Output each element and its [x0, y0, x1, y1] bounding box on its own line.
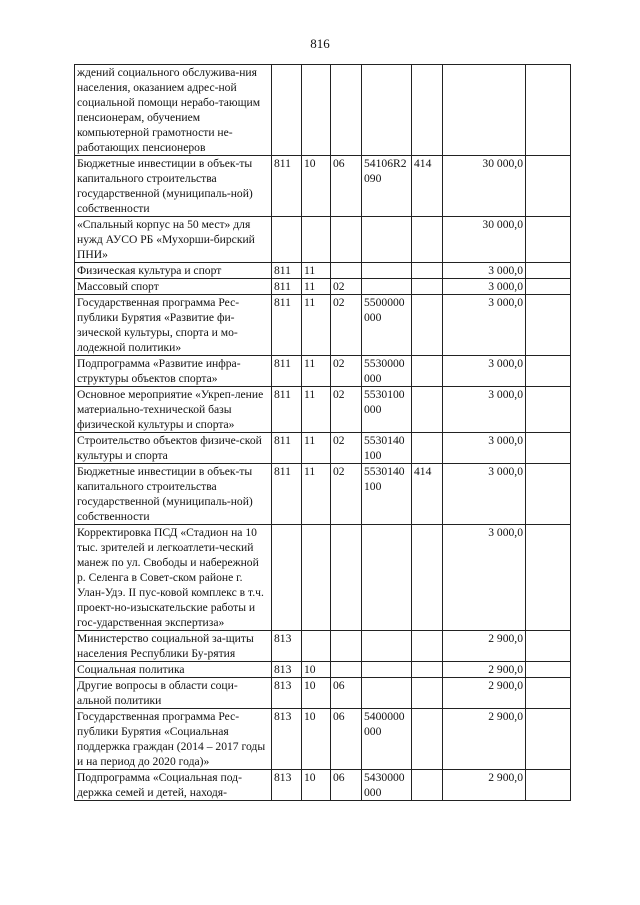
cell-target-article: 5530140 100 [362, 433, 412, 464]
cell-ministry-code: 811 [272, 464, 302, 525]
cell-subsection-code: 02 [331, 464, 362, 525]
cell-section-code [302, 525, 331, 631]
cell-subsection-code: 02 [331, 433, 362, 464]
cell-extra [526, 770, 571, 801]
cell-expense-type: 414 [412, 156, 443, 217]
cell-expense-type [412, 631, 443, 662]
cell-extra [526, 678, 571, 709]
cell-expense-type [412, 433, 443, 464]
cell-amount [443, 65, 526, 156]
cell-subsection-code [331, 631, 362, 662]
cell-section-code [302, 65, 331, 156]
cell-subsection-code: 02 [331, 356, 362, 387]
cell-ministry-code: 811 [272, 295, 302, 356]
cell-section-code: 10 [302, 709, 331, 770]
cell-expense-type [412, 217, 443, 263]
cell-extra [526, 525, 571, 631]
cell-name: Бюджетные инвестиции в объек-ты капитального строительства государственной (муниципаль-ной) собственности [75, 464, 272, 525]
cell-name: ждений социального обслужива-ния населения, оказанием адрес-ной социальной помощи нерабо-тающим пенсионерам, обучением компьютерной грамотности не-работающих пенсионеров [75, 65, 272, 156]
cell-subsection-code: 06 [331, 770, 362, 801]
cell-amount: 3 000,0 [443, 387, 526, 433]
cell-ministry-code [272, 65, 302, 156]
cell-section-code: 10 [302, 770, 331, 801]
table-row [75, 217, 571, 263]
cell-subsection-code [331, 525, 362, 631]
table-row [75, 433, 571, 464]
cell-amount: 3 000,0 [443, 356, 526, 387]
cell-amount: 3 000,0 [443, 279, 526, 295]
table-row [75, 709, 571, 770]
cell-subsection-code: 02 [331, 387, 362, 433]
cell-amount: 3 000,0 [443, 464, 526, 525]
cell-name: Подпрограмма «Развитие инфра-структуры объектов спорта» [75, 356, 272, 387]
cell-extra [526, 295, 571, 356]
cell-extra [526, 662, 571, 678]
cell-amount: 2 900,0 [443, 770, 526, 801]
table-row [75, 678, 571, 709]
cell-name: Основное мероприятие «Укреп-ление материально-технической базы физической культуры и спорта» [75, 387, 272, 433]
cell-expense-type [412, 387, 443, 433]
cell-amount: 3 000,0 [443, 295, 526, 356]
cell-section-code [302, 631, 331, 662]
cell-amount: 2 900,0 [443, 631, 526, 662]
cell-ministry-code [272, 525, 302, 631]
cell-extra [526, 464, 571, 525]
cell-section-code: 11 [302, 279, 331, 295]
table-row [75, 156, 571, 217]
cell-target-article: 5400000 000 [362, 709, 412, 770]
cell-section-code: 11 [302, 464, 331, 525]
cell-name: Государственная программа Рес-публики Бурятия «Развитие фи-зической культуры, спорта и мо-лодежной политики» [75, 295, 272, 356]
cell-name: «Спальный корпус на 50 мест» для нужд АУСО РБ «Мухорши-бирский ПНИ» [75, 217, 272, 263]
cell-target-article: 5530000 000 [362, 356, 412, 387]
cell-target-article [362, 662, 412, 678]
cell-extra [526, 279, 571, 295]
table-row [75, 464, 571, 525]
cell-expense-type [412, 678, 443, 709]
cell-ministry-code: 813 [272, 709, 302, 770]
table-row [75, 263, 571, 279]
cell-expense-type: 414 [412, 464, 443, 525]
cell-expense-type [412, 770, 443, 801]
cell-target-article [362, 678, 412, 709]
cell-section-code: 10 [302, 678, 331, 709]
table-row [75, 387, 571, 433]
cell-amount: 2 900,0 [443, 662, 526, 678]
table-row [75, 295, 571, 356]
cell-name: Министерство социальной за-щиты населения Республики Бу-рятия [75, 631, 272, 662]
cell-amount: 30 000,0 [443, 156, 526, 217]
cell-extra [526, 631, 571, 662]
table-row [75, 770, 571, 801]
cell-subsection-code [331, 65, 362, 156]
cell-extra [526, 709, 571, 770]
cell-section-code [302, 217, 331, 263]
cell-expense-type [412, 662, 443, 678]
cell-ministry-code: 811 [272, 279, 302, 295]
cell-ministry-code: 811 [272, 356, 302, 387]
cell-ministry-code: 811 [272, 156, 302, 217]
cell-target-article [362, 525, 412, 631]
cell-extra [526, 65, 571, 156]
cell-name: Массовый спорт [75, 279, 272, 295]
cell-extra [526, 263, 571, 279]
cell-target-article [362, 631, 412, 662]
table-row [75, 279, 571, 295]
cell-extra [526, 217, 571, 263]
cell-amount: 2 900,0 [443, 709, 526, 770]
cell-expense-type [412, 525, 443, 631]
cell-ministry-code: 813 [272, 678, 302, 709]
cell-name: Подпрограмма «Социальная под-держка семей и детей, находя- [75, 770, 272, 801]
cell-expense-type [412, 295, 443, 356]
cell-name: Строительство объектов физиче-ской культуры и спорта [75, 433, 272, 464]
cell-name: Бюджетные инвестиции в объек-ты капитального строительства государственной (муниципаль-ной) собственности [75, 156, 272, 217]
cell-subsection-code [331, 217, 362, 263]
cell-extra [526, 356, 571, 387]
cell-ministry-code: 811 [272, 263, 302, 279]
cell-amount: 3 000,0 [443, 263, 526, 279]
table-body [75, 65, 571, 801]
cell-name: Государственная программа Рес-публики Бурятия «Социальная поддержка граждан (2014 – 2017 годы и на период до 2020 года)» [75, 709, 272, 770]
cell-expense-type [412, 709, 443, 770]
cell-target-article: 5430000 000 [362, 770, 412, 801]
cell-expense-type [412, 356, 443, 387]
cell-section-code: 11 [302, 263, 331, 279]
table-row [75, 631, 571, 662]
cell-subsection-code: 06 [331, 156, 362, 217]
cell-amount: 2 900,0 [443, 678, 526, 709]
cell-subsection-code: 02 [331, 295, 362, 356]
cell-extra [526, 156, 571, 217]
cell-ministry-code: 813 [272, 631, 302, 662]
cell-section-code: 11 [302, 295, 331, 356]
cell-amount: 30 000,0 [443, 217, 526, 263]
cell-amount: 3 000,0 [443, 433, 526, 464]
cell-section-code: 11 [302, 433, 331, 464]
cell-ministry-code: 813 [272, 662, 302, 678]
cell-ministry-code: 811 [272, 387, 302, 433]
cell-target-article [362, 65, 412, 156]
cell-name: Корректировка ПСД «Стадион на 10 тыс. зрителей и легкоатлети-ческий манеж по ул. Свободы и набережной р. Селенга в Совет-ском районе г. Улан-Удэ. II пус-ковой комплекс в т.ч. проект-но-изыскательские работы и гос-ударственная экспертиза» [75, 525, 272, 631]
cell-ministry-code: 811 [272, 433, 302, 464]
table-row [75, 525, 571, 631]
cell-extra [526, 387, 571, 433]
cell-target-article [362, 279, 412, 295]
budget-table [74, 64, 571, 801]
cell-expense-type [412, 279, 443, 295]
table-row [75, 662, 571, 678]
cell-subsection-code: 06 [331, 709, 362, 770]
cell-subsection-code [331, 662, 362, 678]
cell-subsection-code: 06 [331, 678, 362, 709]
cell-target-article: 5530140 100 [362, 464, 412, 525]
table-row [75, 65, 571, 156]
cell-subsection-code [331, 263, 362, 279]
cell-section-code: 11 [302, 356, 331, 387]
cell-target-article: 5530100 000 [362, 387, 412, 433]
cell-name: Другие вопросы в области соци-альной политики [75, 678, 272, 709]
cell-target-article [362, 217, 412, 263]
cell-target-article: 5500000 000 [362, 295, 412, 356]
cell-name: Социальная политика [75, 662, 272, 678]
cell-extra [526, 433, 571, 464]
page-number: 816 [310, 36, 330, 51]
cell-target-article: 54106R2 090 [362, 156, 412, 217]
cell-amount: 3 000,0 [443, 525, 526, 631]
cell-expense-type [412, 65, 443, 156]
cell-target-article [362, 263, 412, 279]
cell-ministry-code: 813 [272, 770, 302, 801]
cell-name: Физическая культура и спорт [75, 263, 272, 279]
cell-section-code: 10 [302, 662, 331, 678]
cell-ministry-code [272, 217, 302, 263]
cell-expense-type [412, 263, 443, 279]
cell-subsection-code: 02 [331, 279, 362, 295]
table-row [75, 356, 571, 387]
cell-section-code: 11 [302, 387, 331, 433]
cell-section-code: 10 [302, 156, 331, 217]
